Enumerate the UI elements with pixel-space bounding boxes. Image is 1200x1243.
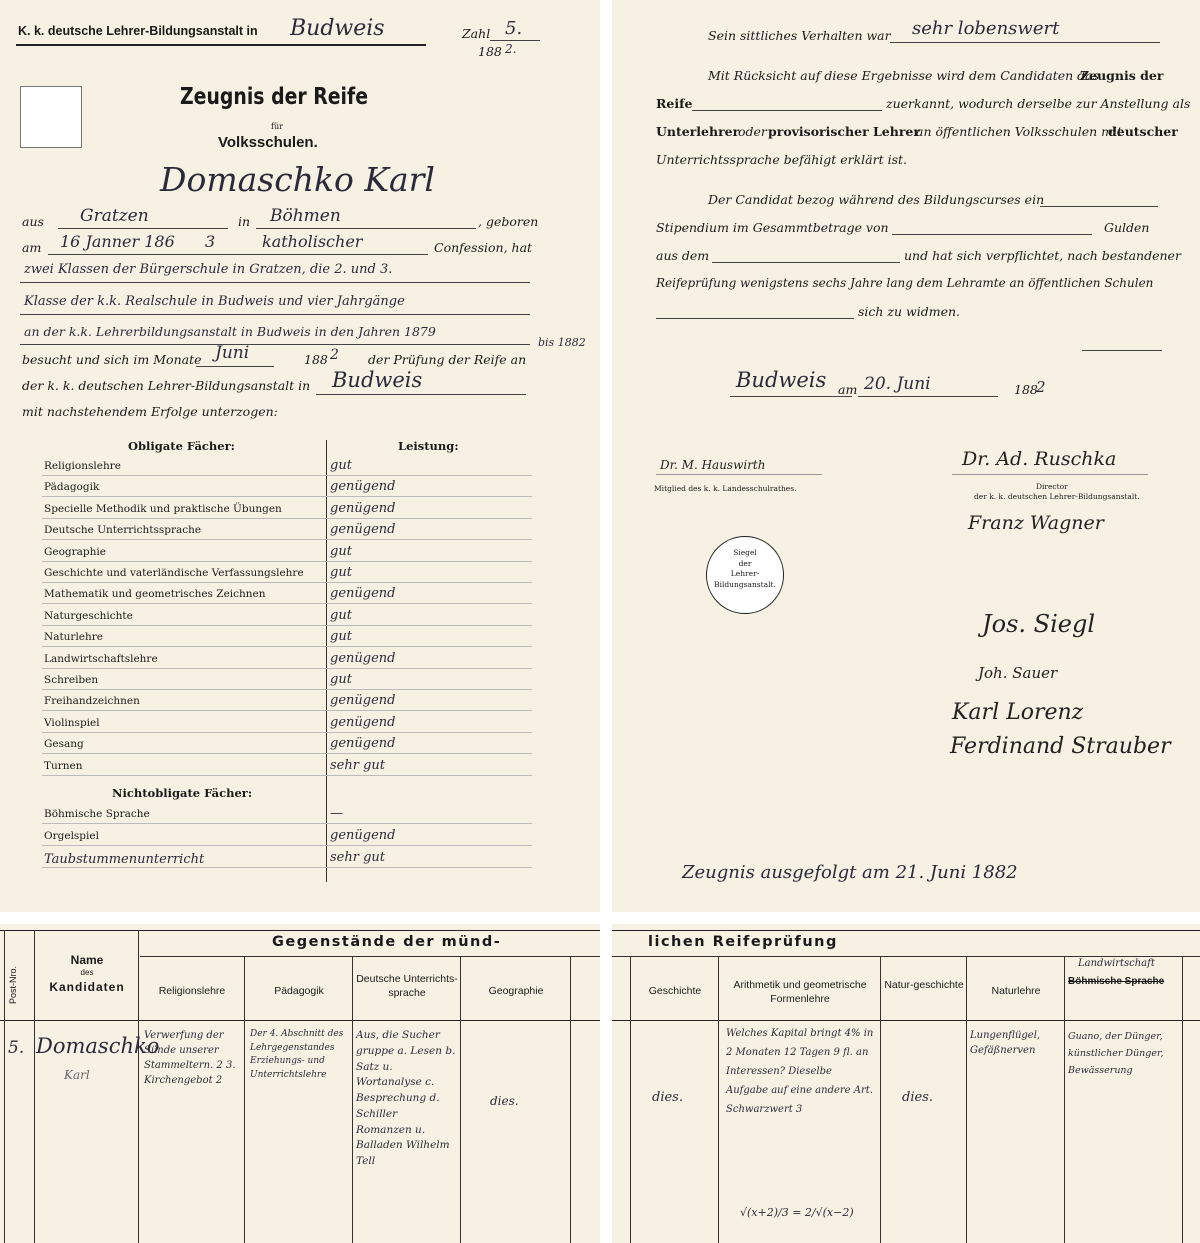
year-hand: 2. — [505, 42, 517, 56]
result-reife: Reife — [656, 96, 693, 111]
rule-reife — [692, 110, 882, 111]
rule-date — [858, 396, 998, 397]
table-top-rule-r — [612, 930, 1200, 931]
stipend-text-3: aus dem — [656, 248, 710, 263]
nonobligate-grade: sehr gut — [330, 850, 386, 865]
rule-schooling-1 — [20, 282, 530, 283]
subject-name: Naturlehre — [44, 631, 104, 644]
cell-naturgeschichte: dies. — [902, 1090, 933, 1105]
subject-row-rule — [42, 603, 532, 604]
committee-signature: Ferdinand Strauber — [950, 734, 1171, 759]
name-header-1: Name — [70, 953, 104, 967]
conduct: sehr lobenswert — [912, 18, 1060, 39]
rule-conduct — [890, 42, 1160, 43]
name-header-3: Kandidaten — [49, 979, 125, 994]
rule-birthdate — [48, 254, 428, 255]
stipend-text-4: und hat sich verpflichtet, nach bestandener — [904, 248, 1181, 263]
result-text-1b: Zeugnis der — [1080, 68, 1164, 83]
vline-5 — [460, 956, 461, 1243]
cell-paedagogik: Der 4. Abschnitt des Lehrgegenstandes Erziehungs- und Unterrichtslehre — [250, 1029, 344, 1080]
subject-row-rule — [42, 561, 532, 562]
nonobligate-row-rule — [42, 867, 532, 868]
vline-r2 — [880, 956, 881, 1243]
subject-name: Gesang — [44, 738, 84, 751]
rule-schooling-2 — [20, 314, 530, 315]
schooling-line-2: Klasse der k.k. Realschule in Budweis und vier Jahrgänge — [24, 294, 405, 309]
institution-label: K. k. deutsche Lehrer-Bildungsanstalt in — [18, 24, 258, 38]
subject-row-rule — [42, 646, 532, 647]
col-landwirtschaft-hand: Landwirtschaft — [1078, 958, 1155, 969]
stipend-text-5: Reifeprüfung wenigstens sechs Jahre lang dem Lehramte an öffentlichen Schulen — [656, 276, 1154, 290]
vline-1 — [34, 930, 35, 1243]
subject-name: Geographie — [44, 545, 106, 558]
subject-row-rule — [42, 582, 532, 583]
subject-grade: genügend — [330, 736, 396, 752]
subject-grade: gut — [330, 672, 352, 687]
subject-row-rule — [42, 668, 532, 669]
nonobligate-row-rule — [42, 823, 532, 824]
table-head-rule-r — [612, 1020, 1200, 1021]
vline-4 — [352, 956, 353, 1243]
col-naturlehre: Naturlehre — [991, 985, 1041, 997]
certificate-subtitle: Volksschulen. — [218, 134, 318, 151]
year-printed: 188 — [478, 44, 502, 59]
subject-grade: genügend — [330, 500, 396, 516]
rule-stipend-6 — [656, 318, 854, 319]
col-deutsch: Deutsche Unterrichts-sprache — [356, 973, 458, 1000]
subject-grade: genügend — [330, 479, 396, 495]
label-besucht: besucht und sich im Monate — [22, 352, 202, 367]
subject-name: Geschichte und vaterländische Verfassungslehre — [44, 567, 304, 579]
stipend-text-1: Der Candidat bezog während des Bildungscurses ein — [708, 192, 1045, 207]
seal-text-1: Siegel — [733, 548, 757, 557]
header-rule — [16, 44, 426, 46]
result-oder: oder — [738, 124, 767, 139]
issue-date: 20. Juni — [864, 374, 931, 394]
subject-row-rule — [42, 732, 532, 733]
committee-signature: Franz Wagner — [968, 512, 1104, 534]
rule-place — [730, 396, 852, 397]
zahl-value: 5. — [505, 18, 523, 39]
label-erfolge: mit nachstehendem Erfolge unterzogen: — [22, 404, 278, 419]
label-pruefung: der Prüfung der Reife an — [368, 352, 527, 367]
issue-am: am — [838, 382, 858, 397]
vline-0 — [4, 930, 5, 1243]
vline-3 — [244, 956, 245, 1243]
exam-year-printed: 188 — [304, 352, 328, 367]
subject-grade: sehr gut — [330, 757, 386, 773]
committee-signature: Karl Lorenz — [952, 700, 1084, 725]
signature-board-member: Dr. M. Hauswirth — [660, 458, 766, 472]
name-header-2: des — [80, 968, 94, 978]
conduct-label: Sein sittliches Verhalten war — [708, 28, 891, 43]
subject-name: Specielle Methodik und praktische Übungen — [44, 502, 282, 515]
signature-director: Dr. Ad. Ruschka — [962, 448, 1117, 470]
vline-r3 — [966, 956, 967, 1243]
subject-row-rule — [42, 496, 532, 497]
subject-name: Deutsche Unterrichtssprache — [44, 524, 202, 537]
subject-grade: gut — [330, 565, 352, 580]
exam-table-left — [0, 924, 600, 1243]
label-geboren: , geboren — [478, 214, 539, 229]
nonobligate-row-rule — [42, 845, 532, 846]
birthplace: Gratzen — [80, 206, 149, 226]
nonobligate-name: Orgelspiel — [44, 830, 99, 842]
result-text-4: Unterrichtssprache befähigt erklärt ist. — [656, 152, 908, 167]
cell-naturlehre: Lungenflügel, Gefäßnerven — [970, 1030, 1041, 1056]
subject-name: Naturgeschichte — [44, 609, 133, 622]
subject-grade: genügend — [330, 714, 396, 730]
nonobligate-grade: genügend — [330, 828, 396, 843]
subject-grade: genügend — [330, 586, 396, 602]
certificate-title: Zeugnis der Reife — [180, 84, 369, 110]
religion: katholischer — [262, 232, 363, 251]
birthdate: 16 Janner 186 — [60, 232, 175, 251]
table-top-rule — [0, 930, 600, 931]
caption-director-1: Director — [1036, 482, 1068, 491]
candidate-name: Domaschko Karl — [160, 160, 435, 199]
cell-arithmetik: Welches Kapital bringt 4% in 2 Monaten 12 Tagen 9 fl. an Interessen? Dieselbe Aufgabe auf eine andere Art. Schwarzwert 3 — [726, 1028, 874, 1115]
subject-name: Freihandzeichnen — [44, 695, 140, 708]
exam-year-hand: 2 — [330, 347, 339, 363]
rule-schooling-3 — [20, 344, 530, 345]
cell-geographie: dies. — [490, 1094, 519, 1108]
subject-row-rule — [42, 689, 532, 690]
cell-deutsch: Aus, die Sucher gruppe a. Lesen b. Satz u. Wortanalyse c. Besprechung d. Schiller Romanzen u. Balladen Wilhelm Tell — [356, 1029, 456, 1167]
vline-6 — [570, 956, 571, 1243]
committee-signature: Joh. Sauer — [978, 664, 1058, 682]
result-provisorisch: provisorischer Lehrer — [768, 124, 920, 139]
col-boehmisch-struck: Böhmische Sprache — [1068, 976, 1165, 987]
seal-text-4: Bildungsanstalt. — [714, 579, 776, 589]
nonobligate-name: Taubstummenunterricht — [44, 852, 205, 867]
label-am: am — [22, 240, 42, 255]
result-deutscher: deutscher — [1108, 124, 1178, 139]
subject-row-rule — [42, 753, 532, 754]
subject-grade: gut — [330, 629, 352, 645]
table-title-rule — [140, 956, 600, 957]
vline-2 — [138, 930, 139, 1243]
certificate-page-back — [612, 0, 1200, 912]
result-text-1: Mit Rücksicht auf diese Ergebnisse wird dem Candidaten das — [708, 68, 1100, 83]
exam-month: Juni — [215, 343, 250, 363]
rule-birthplace — [58, 228, 228, 229]
table-title-left: Gegenstände der münd- — [272, 934, 502, 950]
caption-board-member: Mitglied des k. k. Landesschulrathes. — [654, 484, 797, 493]
stipend-text-6: sich zu widmen. — [858, 304, 961, 319]
subject-name: Violinspiel — [44, 716, 100, 729]
subject-grade: gut — [330, 607, 352, 623]
schooling-line-1: zwei Klassen der Bürgerschule in Gratzen, die 2. und 3. — [24, 262, 393, 277]
stipend-gulden: Gulden — [1104, 220, 1150, 235]
table-head-rule — [0, 1020, 600, 1021]
institution-place: Budweis — [290, 16, 385, 41]
rule-stipend-amount — [892, 234, 1092, 235]
zahl-rule — [490, 40, 540, 41]
label-confession: Confession, hat — [434, 240, 533, 255]
subject-row-rule — [42, 518, 532, 519]
photo-placeholder — [20, 86, 82, 148]
subject-name: Mathematik und geometrisches Zeichnen — [44, 588, 266, 601]
vline-r1 — [718, 956, 719, 1243]
label-der-kk: der k. k. deutschen Lehrer-Bildungsanstalt in — [22, 378, 311, 393]
subject-grade: gut — [330, 543, 352, 559]
title-fuer: für — [271, 122, 283, 131]
result-text-2: zuerkannt, wodurch derselbe zur Anstellung als — [886, 96, 1191, 111]
row-number: 5. — [8, 1038, 25, 1058]
subject-row-rule — [42, 475, 532, 476]
subject-row-rule — [42, 775, 532, 776]
result-text-3: an öffentlichen Volksschulen mit — [916, 124, 1122, 139]
schooling-line-3: an der k.k. Lehrerbildungsanstalt in Budweis in den Jahren 1879 — [24, 324, 436, 339]
row-candidate-name: Domaschko — [36, 1034, 160, 1058]
subject-grade: genügend — [330, 693, 396, 709]
certificate-page-front — [0, 0, 600, 912]
vline-r4 — [1064, 956, 1065, 1243]
name-header — [36, 952, 138, 995]
table-title-right: lichen Reifeprüfung — [648, 934, 838, 950]
caption-director-2: der k. k. deutschen Lehrer-Bildungsanstalt. — [974, 492, 1140, 501]
col-paedagogik: Pädagogik — [274, 985, 324, 997]
subject-grade: genügend — [330, 522, 396, 538]
issue-year-printed: 188 — [1014, 382, 1038, 397]
nonobligate-name: Böhmische Sprache — [44, 808, 150, 820]
col-arithmetik: Arithmetik und geometrische Formenlehre — [733, 979, 867, 1006]
post-nro-header: Post-Nro. — [8, 965, 18, 1004]
subject-name: Pädagogik — [44, 481, 100, 494]
committee-signature: Jos. Siegl — [982, 610, 1096, 638]
rule-region — [256, 228, 476, 229]
subject-name: Turnen — [44, 759, 83, 772]
rule-sig-right — [952, 474, 1148, 475]
leistung-header: Leistung: — [398, 439, 459, 453]
result-unterlehrer: Unterlehrer — [656, 124, 740, 139]
grades-divider — [326, 440, 327, 882]
subject-name: Schreiben — [44, 674, 99, 686]
schooling-line-4: bis 1882 — [538, 336, 586, 349]
seal-circle — [706, 536, 784, 614]
rule-month — [196, 366, 274, 367]
rule-stipend-source — [712, 262, 900, 263]
obligate-header: Obligate Fächer: — [128, 439, 235, 453]
col-geschichte: Geschichte — [648, 985, 702, 997]
issue-year-hand: 2 — [1036, 378, 1046, 396]
cell-arithmetik-formula: √(x+2)/3 = 2/√(x−2) — [740, 1206, 854, 1219]
exam-place: Budweis — [332, 368, 423, 392]
vline-r0 — [630, 956, 631, 1243]
rule-stipend-1 — [1040, 206, 1158, 207]
cell-landwirtschaft: Guano, der Dünger, künstlicher Dünger, Bewässerung — [1068, 1031, 1164, 1077]
table-title-rule-r — [612, 956, 1200, 957]
nonobligate-grade: — — [330, 806, 343, 821]
vline-r5 — [1182, 956, 1183, 1243]
subject-name: Religionslehre — [44, 460, 121, 472]
cell-geschichte: dies. — [652, 1090, 683, 1105]
label-aus: aus — [22, 214, 44, 229]
col-religionslehre: Religionslehre — [158, 985, 226, 997]
col-naturgeschichte: Natur-geschichte — [884, 979, 964, 991]
nonobligate-header: Nichtobligate Fächer: — [112, 786, 253, 800]
cell-religionslehre: Verwerfung der Sünde unserer Stammeltern. 2 3. Kirchengebot 2 — [144, 1030, 236, 1086]
issued-note: Zeugnis ausgefolgt am 21. Juni 1882 — [682, 862, 1018, 883]
zahl-label: Zahl — [462, 26, 491, 41]
label-in: in — [238, 214, 251, 229]
issue-place: Budweis — [736, 368, 827, 392]
subject-row-rule — [42, 539, 532, 540]
region: Böhmen — [270, 206, 341, 226]
stipend-text-2: Stipendium im Gesammtbetrage von — [656, 220, 889, 235]
seal-text-3: Lehrer- — [730, 569, 760, 578]
rule-blank — [1082, 350, 1162, 351]
rule-sig-left — [656, 474, 822, 475]
col-geographie: Geographie — [488, 985, 544, 997]
subject-row-rule — [42, 710, 532, 711]
subject-row-rule — [42, 625, 532, 626]
row-candidate-given: Karl — [64, 1068, 90, 1082]
subject-grade: gut — [330, 458, 352, 473]
rule-exam-place — [316, 394, 526, 395]
birthdate-year: 3 — [205, 232, 216, 251]
subject-grade: genügend — [330, 650, 396, 666]
exam-table-right — [612, 924, 1200, 1243]
seal-text-2: der — [738, 558, 752, 568]
subject-name: Landwirtschaftslehre — [44, 652, 158, 665]
